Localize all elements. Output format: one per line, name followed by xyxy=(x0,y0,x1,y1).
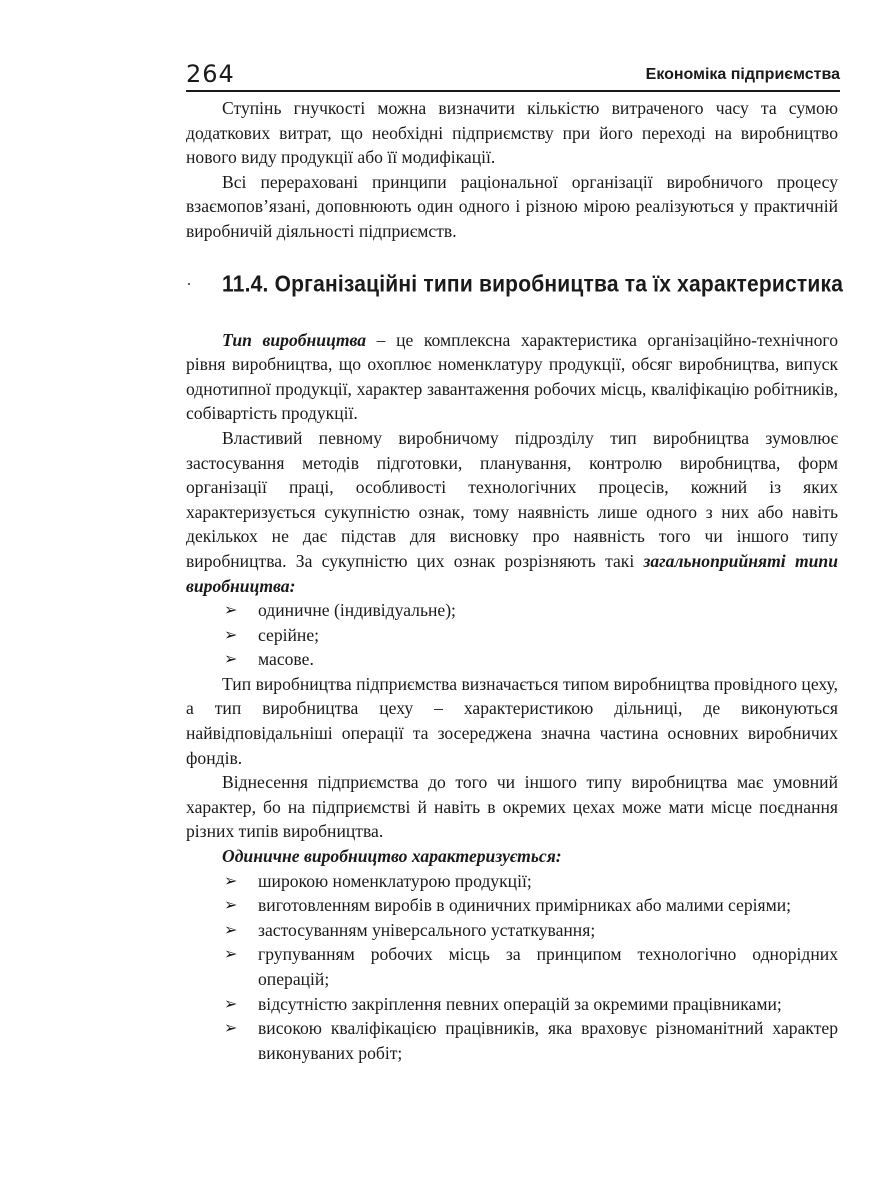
list-item-text: серійне; xyxy=(258,624,320,645)
arrowhead-icon: ➢ xyxy=(224,1018,238,1038)
definition-text: – це комплексна характеристика організаційно-технічного рівня виробництва, що охоплює номенклатуру продукції, обсяг виробництва, випуск однотипної продукції, характер завантаження робочих місць, кваліфікацію робітників, собівартість продукції. xyxy=(186,329,838,424)
page-number: 264 xyxy=(186,60,235,88)
arrowhead-icon: ➢ xyxy=(224,600,238,620)
list-item xyxy=(224,647,838,672)
types-intro-term: загальноприйняті типи виробництва: xyxy=(186,550,838,596)
list-item-text: відсутністю закріплення певних операцій за окремими працівниками; xyxy=(258,993,782,1014)
arrowhead-icon: ➢ xyxy=(224,624,238,644)
types-intro-text: Властивий певному виробничому підрозділу тип виробництва зумовлює застосування методів підготовки, планування, контролю виробництва, форм організації праці, особливості технологічних процесів, кожний із яких характеризується сукупністю ознак, тому наявність лише одного з них або навіть декількох не дає підстав для висновку про наявність того чи іншого типу виробництва. За сукупністю цих ознак розрізняють такі xyxy=(186,427,838,571)
list-item xyxy=(224,942,838,991)
list-item xyxy=(224,992,838,1017)
section-heading-row xyxy=(186,271,844,302)
list-item xyxy=(224,623,838,648)
paragraph-types-intro xyxy=(186,426,838,598)
running-title: Економіка підприємства xyxy=(645,66,840,83)
paragraph-flexibility: Ступінь гнучкості можна визначити кількістю витраченого часу та сумою додаткових витрат, що необхідні підприємству при його переході на виробництво нового виду продукції або її модифікації. xyxy=(186,98,838,168)
arrowhead-icon: ➢ xyxy=(224,944,238,964)
definition-term: Тип виробництва xyxy=(222,329,367,350)
list-item-text: одиничне (індивідуальне); xyxy=(258,600,456,621)
list-item xyxy=(224,1016,838,1065)
paragraph-definition xyxy=(186,328,838,426)
list-item xyxy=(224,918,838,943)
list-item-text: застосуванням універсального устаткування; xyxy=(258,919,596,940)
arrowhead-icon: ➢ xyxy=(224,870,238,890)
page-body xyxy=(186,96,844,1065)
arrowhead-icon: ➢ xyxy=(224,993,238,1013)
list-item xyxy=(224,893,838,918)
heading-bullet: · xyxy=(186,273,192,294)
list-item-text: масове. xyxy=(258,649,314,670)
list-item xyxy=(224,598,838,623)
single-production-lead: Одиничне виробництво характеризується: xyxy=(222,846,562,867)
production-types-list xyxy=(186,598,838,672)
paragraph-principles: Всі перераховані принципи раціональної організації виробничого процесу взаємопов’язані, доповнюють один одного і різною мірою реалізуються у практичній виробничій діяльності підприємств. xyxy=(186,171,838,241)
list-item xyxy=(224,869,838,894)
single-production-list xyxy=(186,869,838,1066)
arrowhead-icon: ➢ xyxy=(224,649,238,669)
page-header xyxy=(186,58,840,92)
arrowhead-icon: ➢ xyxy=(224,919,238,939)
list-item-text: групуванням робочих місць за принципом технологічно однорідних операцій; xyxy=(258,944,838,989)
list-item-text: широкою номенклатурою продукції; xyxy=(258,870,532,891)
paragraph-enterprise-type: Тип виробництва підприємства визначається типом виробництва провідного цеху, а тип виробництва цеху – характеристикою дільниці, де виконуються найвідповідальніші операції та зосереджена значна частина основних виробничих фондів. xyxy=(186,673,838,768)
section-heading: 11.4. Організаційні типи виробництва та їх характеристика xyxy=(222,271,844,297)
paragraph-conditional: Віднесення підприємства до того чи іншого типу виробництва має умовний характер, бо на підприємстві й навіть в окремих цехах може мати місце поєднання різних типів виробництва. xyxy=(186,772,838,842)
list-item-text: виготовленням виробів в одиничних примірниках або малими серіями; xyxy=(258,895,792,916)
list-item-text: високою кваліфікацією працівників, яка враховує різноманітний характер виконуваних робіт; xyxy=(258,1018,838,1063)
arrowhead-icon: ➢ xyxy=(224,895,238,915)
